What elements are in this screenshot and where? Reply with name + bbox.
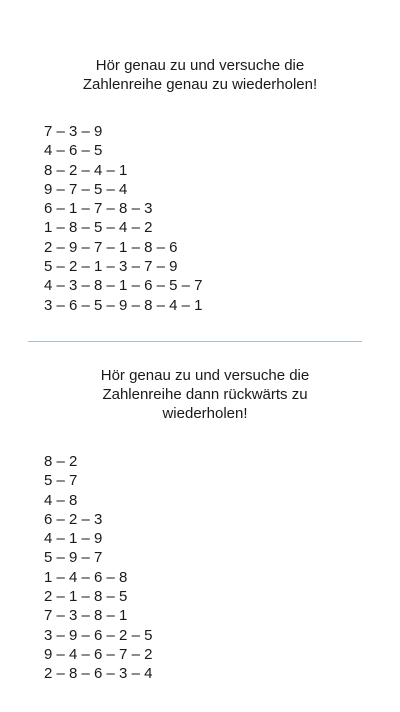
- sequence-item: 3 – 6 – 5 – 9 – 8 – 4 – 1: [44, 296, 203, 314]
- sequence-item: 6 – 1 – 7 – 8 – 3: [44, 200, 153, 218]
- sequence-item: 5 – 9 – 7: [44, 549, 103, 567]
- sequence-item: 3 – 9 – 6 – 2 – 5: [44, 626, 153, 644]
- forward-sequence-list: [44, 122, 202, 315]
- section-divider: [28, 341, 362, 342]
- forward-instruction: Hör genau zu und versuche die Zahlenreihe genau zu wiederholen!: [82, 57, 318, 93]
- sequence-item: 4 – 3 – 8 – 1 – 6 – 5 – 7: [44, 277, 203, 295]
- sequence-item: 9 – 7 – 5 – 4: [44, 180, 128, 198]
- sequence-item: 2 – 9 – 7 – 1 – 8 – 6: [44, 238, 178, 256]
- sequence-item: 6 – 2 – 3: [44, 510, 103, 528]
- backward-sequence-list: [44, 452, 152, 684]
- sequence-item: 5 – 7: [44, 472, 78, 490]
- sequence-item: 7 – 3 – 9: [44, 123, 103, 140]
- sequence-item: 4 – 1 – 9: [44, 530, 103, 548]
- sequence-item: 4 – 6 – 5: [44, 142, 103, 160]
- sequence-item: 9 – 4 – 6 – 7 – 2: [44, 645, 153, 663]
- sequence-item: 5 – 2 – 1 – 3 – 7 – 9: [44, 258, 178, 276]
- sequence-item: 1 – 8 – 5 – 4 – 2: [44, 219, 153, 237]
- sequence-item: 1 – 4 – 6 – 8: [44, 568, 128, 586]
- sequence-item: 8 – 2: [44, 453, 78, 470]
- backward-instruction: Hör genau zu und versuche die Zahlenreihe dann rückwärts zu wiederholen!: [100, 367, 310, 422]
- sequence-item: 8 – 2 – 4 – 1: [44, 161, 128, 179]
- sequence-item: 2 – 1 – 8 – 5: [44, 588, 128, 606]
- sequence-item: 4 – 8: [44, 491, 78, 509]
- sequence-item: 7 – 3 – 8 – 1: [44, 607, 128, 625]
- sequence-item: 2 – 8 – 6 – 3 – 4: [44, 665, 153, 683]
